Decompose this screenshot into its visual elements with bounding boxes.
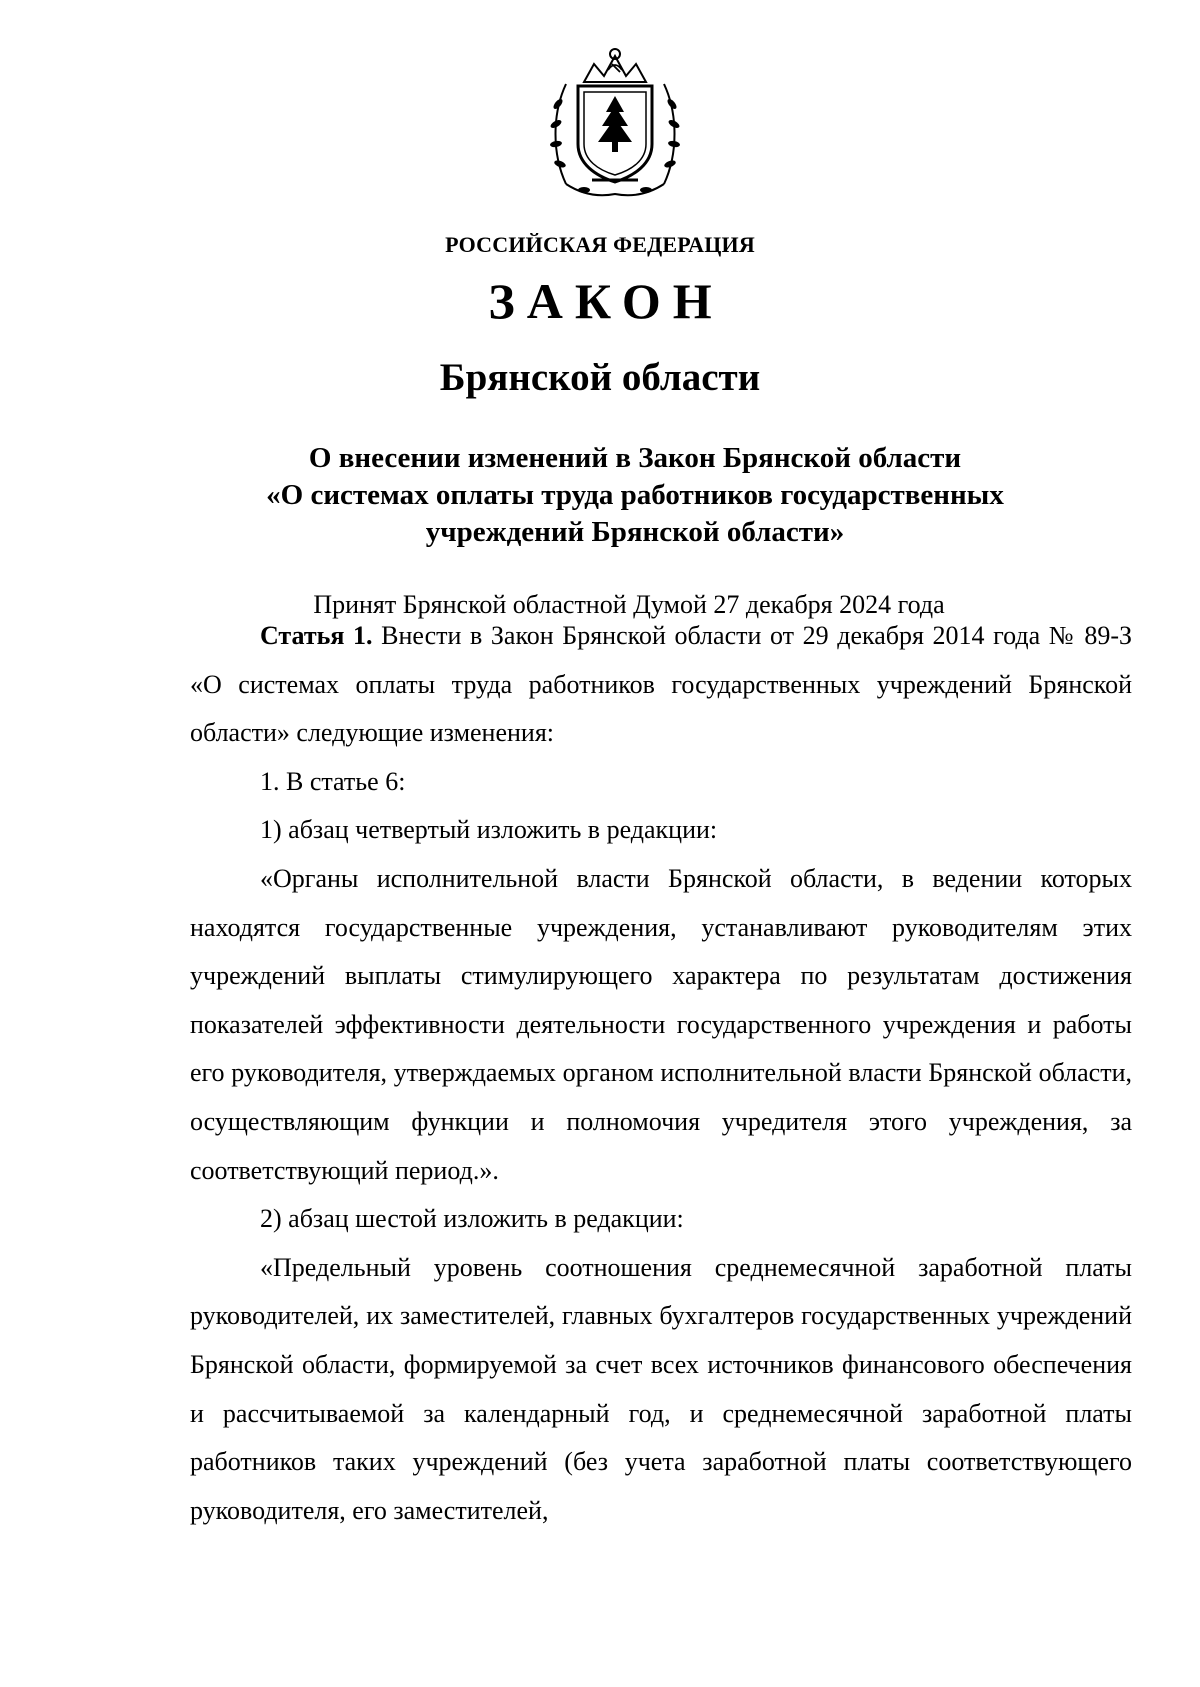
subitem-2: 2) абзац шестой изложить в редакции: bbox=[260, 1204, 684, 1234]
document-type-heading: ЗАКОН bbox=[488, 273, 724, 329]
quote-1: «Органы исполнительной власти Брянской области, в ведении которых находятся государственные учреждения, устанавливают руководителям этих учреждений выплаты стимулирующего характера по результатам достижения показателей эффективности деятельности государственного учреждения и работы его руководителя, утверждаемых органом исполнительной власти Брянской области, осуществляющим функции и полномочия учредителя этого учреждения, за соответствующий период.». bbox=[190, 863, 1132, 1185]
article-intro-text: Внести в Закон Брянской области от 29 декабря 2014 года № 89-З «О системах оплаты труда работников государственных учреждений Брянской области» следующие изменения: bbox=[190, 621, 1133, 748]
bryansk-coat-of-arms-icon bbox=[544, 44, 686, 204]
subitem-1: 1) абзац четвертый изложить в редакции: bbox=[260, 815, 718, 845]
article-1 bbox=[190, 612, 1132, 1535]
law-title bbox=[200, 440, 1070, 551]
country-heading: РОССИЙСКАЯ ФЕДЕРАЦИЯ bbox=[445, 232, 755, 257]
region-heading: Брянской области bbox=[439, 356, 761, 399]
quote-2: «Предельный уровень соотношения среднемесячной заработной платы руководителей, их заместителей, главных бухгалтеров государственных учреждений Брянской области, формируемой за счет всех источников финансового обеспечения и рассчитываемой за календарный год, и среднемесячной заработной платы работников таких учреждений (без учета заработной платы соответствующего руководителя, его заместителей, bbox=[190, 1252, 1132, 1525]
law-title-line: учреждений Брянской области» bbox=[425, 516, 845, 548]
law-title-line: «О системах оплаты труда работников государственных bbox=[266, 479, 1004, 511]
item-1: 1. В статье 6: bbox=[260, 766, 406, 796]
adoption-note: Принят Брянской областной Думой 27 декабря 2024 года bbox=[313, 590, 945, 619]
article-1-intro bbox=[190, 612, 1132, 758]
article-heading: Статья 1. bbox=[260, 621, 373, 650]
law-title-line: О внесении изменений в Закон Брянской области bbox=[308, 442, 962, 474]
